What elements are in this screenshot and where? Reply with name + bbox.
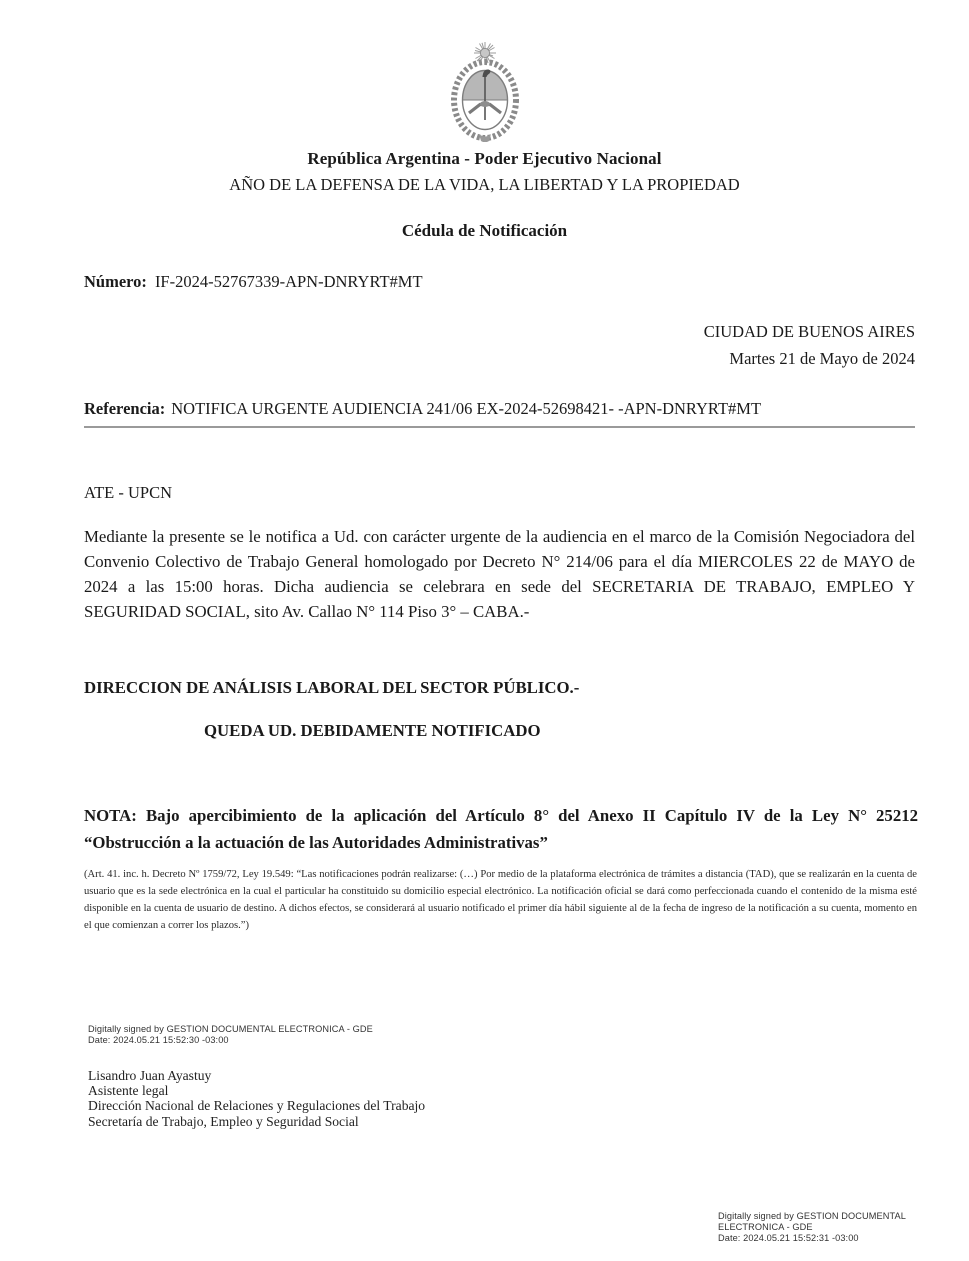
signature-right-line2: ELECTRONICA - GDE (718, 1221, 813, 1232)
digital-signature-stamp-left (88, 1024, 373, 1046)
reference-value: NOTIFICA URGENTE AUDIENCIA 241/06 EX-2024-52698421- -APN-DNRYRT#MT (171, 399, 762, 418)
number-value: IF-2024-52767339-APN-DNRYRT#MT (154, 272, 423, 291)
argentina-coat-of-arms-icon (430, 40, 540, 142)
signatory-name: Lisandro Juan Ayastuy (88, 1068, 212, 1083)
duly-notified-line: QUEDA UD. DEBIDAMENTE NOTIFICADO (204, 721, 541, 740)
issuing-direction-line: DIRECCION DE ANÁLISIS LABORAL DEL SECTOR PÚBLICO.- (84, 678, 580, 697)
document-title: Cédula de Notificación (401, 221, 568, 240)
signatory-role: Asistente legal (88, 1083, 169, 1099)
reference-row (84, 399, 915, 419)
signature-left-line2: Date: 2024.05.21 15:52:30 -03:00 (88, 1034, 229, 1045)
republic-header-line: República Argentina - Poder Ejecutivo Nacional (307, 149, 662, 168)
reference-label: Referencia: (84, 399, 166, 418)
notification-body-paragraph: Mediante la presente se le notifica a Ud. con carácter urgente de la audiencia en el marco de la Comisión Negociadora del Convenio Colectivo de Trabajo General homologado por Decreto N° 214/06 para el día MIERCOLES 22 de MAYO de 2024 a las 15:00 horas. Dicha audiencia se celebrara en sede del SECRETARIA DE TRABAJO, EMPLEO Y SEGURIDAD SOCIAL, sito Av. Callao N° 114 Piso 3° – CABA.- (84, 527, 915, 621)
date-line: Martes 21 de Mayo de 2024 (729, 349, 915, 368)
signature-right-line1: Digitally signed by GESTION DOCUMENTAL (718, 1211, 906, 1221)
signatory-block (88, 1068, 425, 1129)
nota-warning-paragraph: NOTA: Bajo apercibimiento de la aplicación del Artículo 8° del Anexo II Capítulo IV de la Ley N° 25212 “Obstrucción a la actuación de las Autoridades Administrativas” (84, 806, 918, 852)
year-motto-line: AÑO DE LA DEFENSA DE LA VIDA, LA LIBERTAD Y LA PROPIEDAD (229, 175, 740, 194)
signature-right-line3: Date: 2024.05.21 15:52:31 -03:00 (718, 1232, 859, 1243)
signature-left-line1: Digitally signed by GESTION DOCUMENTAL ELECTRONICA - GDE (88, 1024, 373, 1034)
legal-fine-print-paragraph: (Art. 41. inc. h. Decreto Nº 1759/72, Ley 19.549: “Las notificaciones podrán realizarse: (…) Por medio de la plataforma electrónica de trámites a distancia (TAD), que se realizarán en la cuenta de usuario que es la sede electrónica en la cual el particular ha constituido su domicilio especial electrónico. La notificación oficial se dará como perfeccionada cuando el contenido de la misma esté disponible en la cuenta de usuario de destino. A dichos efectos, se considerará al usuario notificado el primer día hábil siguiente al de la fecha de ingreso de la notificación a su cuenta, momento en el que comienzan a correr los plazos.”) (84, 869, 917, 931)
document-emblem-area (0, 40, 969, 142)
signatory-department: Secretaría de Trabajo, Empleo y Seguridad Social (88, 1113, 359, 1129)
number-label: Número: (84, 272, 147, 291)
signatory-office: Dirección Nacional de Relaciones y Regulaciones del Trabajo (88, 1098, 426, 1114)
horizontal-divider (84, 426, 915, 428)
addressee-line: ATE - UPCN (84, 483, 173, 502)
document-number-row (84, 272, 423, 292)
city-line: CIUDAD DE BUENOS AIRES (703, 322, 915, 341)
digital-signature-stamp-right (718, 1211, 928, 1243)
